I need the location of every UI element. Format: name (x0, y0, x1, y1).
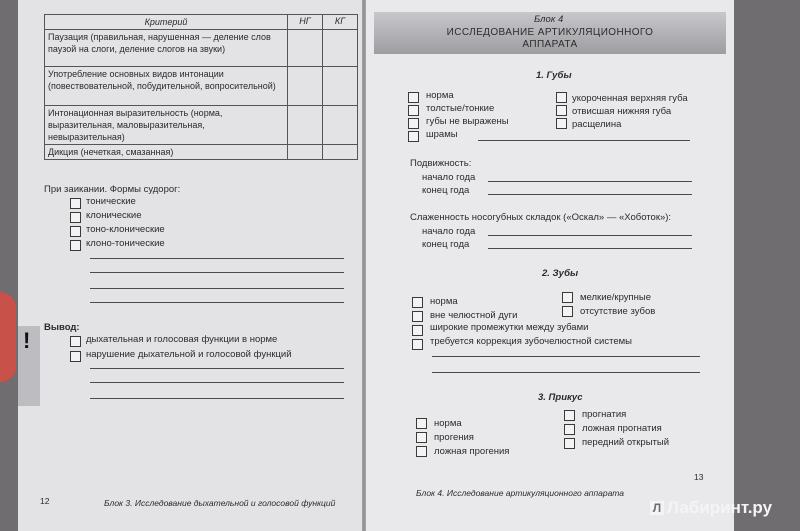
right-page (366, 0, 734, 531)
bite-option-2: прогения (434, 432, 474, 443)
cell-ng[interactable] (288, 67, 323, 106)
lips-option-1: норма (426, 90, 454, 101)
cell-ng[interactable] (288, 30, 323, 67)
watermark (650, 498, 772, 518)
bite-heading: 3. Прикус (538, 392, 583, 403)
teeth-option-5: широкие промежутки между зубами (430, 322, 589, 333)
lips-option-5: укороченная верхняя губа (572, 93, 688, 104)
answer-line[interactable] (488, 235, 692, 236)
bite-checkbox-4[interactable] (564, 410, 575, 421)
mobility-end-label: конец года (422, 185, 470, 196)
lips-checkbox-7[interactable] (556, 118, 567, 129)
lips-option-6: отвисшая нижняя губа (572, 106, 672, 117)
bite-option-1: норма (434, 418, 462, 429)
stutter-checkbox-3[interactable] (70, 226, 81, 237)
answer-line[interactable] (432, 372, 700, 373)
cell-kg[interactable] (323, 30, 358, 67)
header-criterion: Критерий (45, 15, 288, 30)
answer-line[interactable] (488, 194, 692, 195)
header-kg: КГ (323, 15, 358, 30)
header-ng: НГ (288, 15, 323, 30)
criteria-table (44, 14, 358, 160)
stutter-heading: При заикании. Формы судорог: (44, 184, 181, 195)
teeth-checkbox-3[interactable] (562, 292, 573, 303)
cell-kg[interactable] (323, 106, 358, 145)
conclusion-option-2: нарушение дыхательной и голосовой функций (86, 349, 292, 360)
nasolabial-start-label: начало года (422, 226, 476, 237)
answer-line[interactable] (478, 140, 690, 141)
answer-line[interactable] (90, 368, 344, 369)
teeth-checkbox-5[interactable] (412, 325, 423, 336)
table-row (45, 30, 358, 67)
teeth-checkbox-6[interactable] (412, 339, 423, 350)
conclusion-label: Вывод: (44, 322, 80, 333)
stutter-option-2: клонические (86, 210, 142, 221)
stutter-option-3: тоно-клонические (86, 224, 165, 235)
lips-checkbox-2[interactable] (408, 105, 419, 116)
lips-checkbox-6[interactable] (556, 105, 567, 116)
lips-option-2: толстые/тонкие (426, 103, 495, 114)
stutter-checkbox-2[interactable] (70, 212, 81, 223)
answer-line[interactable] (90, 398, 344, 399)
nasolabial-end-label: конец года (422, 239, 470, 250)
lips-option-3: губы не выражены (426, 116, 509, 127)
stutter-checkbox-1[interactable] (70, 198, 81, 209)
teeth-option-1: норма (430, 296, 458, 307)
answer-line[interactable] (488, 248, 692, 249)
criterion-intonation: Употребление основных видов интонации (повествовательной, побудительной, вопросительной) (45, 67, 288, 106)
lips-checkbox-5[interactable] (556, 92, 567, 103)
bite-checkbox-6[interactable] (564, 438, 575, 449)
teeth-checkbox-2[interactable] (412, 311, 423, 322)
left-page (18, 0, 362, 531)
teeth-checkbox-4[interactable] (562, 306, 573, 317)
lips-checkbox-3[interactable] (408, 118, 419, 129)
teeth-checkbox-1[interactable] (412, 297, 423, 308)
page-title-line1: ИССЛЕДОВАНИЕ АРТИКУЛЯЦИОННОГО (446, 27, 654, 38)
stutter-option-1: тонические (86, 196, 136, 207)
conclusion-checkbox-2[interactable] (70, 351, 81, 362)
conclusion-checkbox-1[interactable] (70, 336, 81, 347)
cell-ng[interactable] (288, 106, 323, 145)
answer-line[interactable] (90, 382, 344, 383)
teeth-option-3: мелкие/крупные (580, 292, 652, 303)
page-title-line2: АППАРАТА (522, 39, 578, 50)
bite-checkbox-5[interactable] (564, 424, 575, 435)
page-number-right: 13 (694, 472, 704, 482)
stutter-option-4: клоно-тонические (86, 238, 165, 249)
page-number-left: 12 (40, 496, 50, 506)
teeth-option-4: отсутствие зубов (580, 306, 656, 317)
table-row (45, 67, 358, 106)
mobility-start-label: начало года (422, 172, 476, 183)
table-row (45, 145, 358, 160)
answer-line[interactable] (90, 302, 344, 303)
nasolabial-label: Слаженность носогубных складок («Оскал» — «Хоботок»): (410, 212, 672, 223)
exclamation-icon: ! (23, 328, 31, 353)
mobility-label: Подвижность: (410, 158, 472, 169)
conclusion-option-1: дыхательная и голосовая функции в норме (86, 334, 278, 345)
answer-line[interactable] (90, 288, 344, 289)
answer-line[interactable] (90, 272, 344, 273)
labirint-logo-icon: Л (650, 501, 664, 515)
lips-option-7: расщелина (572, 119, 622, 130)
table-row (45, 106, 358, 145)
block-label: Блок 4 (534, 14, 564, 25)
finger (0, 292, 16, 382)
bite-option-6: передний открытый (582, 437, 670, 448)
bite-checkbox-2[interactable] (416, 432, 427, 443)
bite-option-4: прогнатия (582, 409, 627, 420)
footer-right: Блок 4. Исследование артикуляционного аппарата (416, 488, 625, 498)
teeth-option-2: вне челюстной дуги (430, 310, 518, 321)
lips-option-4: шрамы (426, 129, 458, 140)
footer-left: Блок 3. Исследование дыхательной и голосовой функций (104, 498, 336, 508)
answer-line[interactable] (432, 356, 700, 357)
bite-option-5: ложная прогнатия (582, 423, 662, 434)
bite-option-3: ложная прогения (434, 446, 510, 457)
watermark-text: Лабиринт.ру (667, 498, 773, 517)
lips-checkbox-4[interactable] (408, 131, 419, 142)
criterion-expressiveness: Интонационная выразительность (норма, выразительная, маловыразительная, невыразительная) (45, 106, 288, 145)
bite-checkbox-1[interactable] (416, 418, 427, 429)
cell-kg[interactable] (323, 145, 358, 160)
answer-line[interactable] (90, 258, 344, 259)
criterion-diction: Дикция (нечеткая, смазанная) (45, 145, 288, 160)
cell-kg[interactable] (323, 67, 358, 106)
criterion-pausation: Паузация (правильная, нарушенная — деление слов паузой на слоги, деление слогов на звуки) (45, 30, 288, 67)
lips-heading: 1. Губы (536, 70, 572, 81)
lips-checkbox-1[interactable] (408, 92, 419, 103)
answer-line[interactable] (488, 181, 692, 182)
stutter-checkbox-4[interactable] (70, 240, 81, 251)
teeth-heading: 2. Зубы (542, 268, 579, 279)
teeth-option-6: требуется коррекция зубочелюстной системы (430, 336, 632, 347)
bite-checkbox-3[interactable] (416, 446, 427, 457)
cell-ng[interactable] (288, 145, 323, 160)
